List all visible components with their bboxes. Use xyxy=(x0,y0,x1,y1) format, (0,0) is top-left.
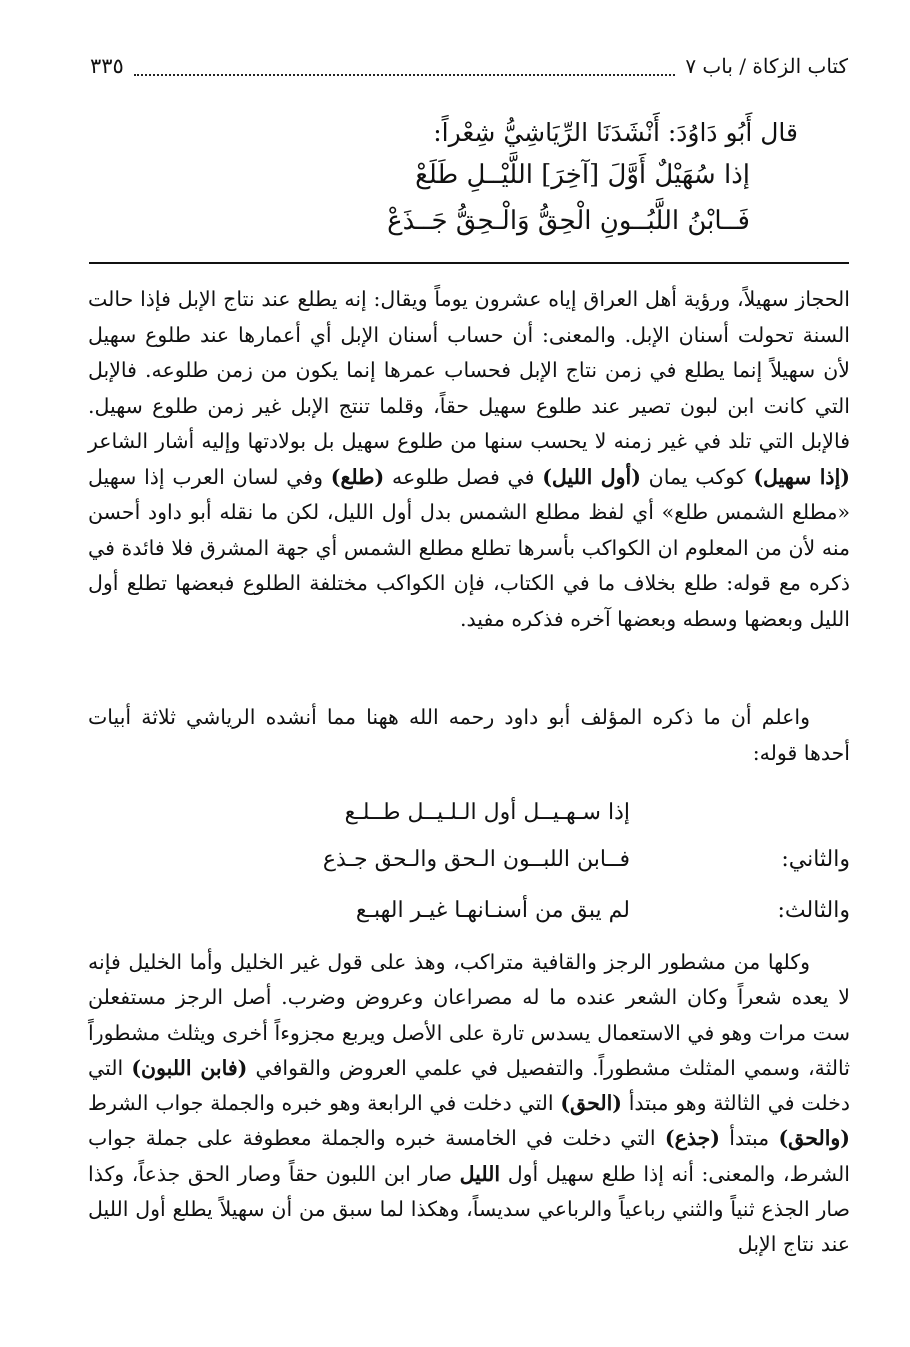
analysis-text: التي دخلت في الرابعة وهو خبره والجملة جواب الشرط xyxy=(88,1091,561,1116)
analysis-text: صار ابن اللبون حقاً وصار الحق جذعاً، وكذا صار الجذع ثنياً والثني رباعياً والرباعي سديساً، وهكذا لما سبق من أن سهيلاً يطلع أول الليل عند نتاج الإبل xyxy=(88,1161,850,1257)
page-number: ٣٣٥ xyxy=(90,54,124,78)
analysis-text: التي دخلت في الثالثة وهو مبتدأ xyxy=(88,1055,851,1116)
footnote-divider xyxy=(89,262,849,264)
analysis-bold: (جذع) xyxy=(664,1126,720,1151)
poem-label-2: والثاني: xyxy=(781,847,850,872)
commentary-text: كوكب يمان xyxy=(640,464,754,489)
poem-hemistich-3: لم يبق من أسنـانهـا غيـر الهبـع xyxy=(355,898,630,923)
analysis-bold: (فابن اللبون) xyxy=(131,1055,248,1080)
verse-line-2: فَــابْنُ اللَّبُــونِ الْحِقُّ وَالْـحِقُّ جَــذَعْ xyxy=(387,206,750,236)
commentary-bold: (أول الليل) xyxy=(542,464,641,489)
poem-row-3 xyxy=(150,898,850,938)
poem-label-3: والثالث: xyxy=(777,898,850,923)
verse-intro: قال أَبُو دَاوُدَ: أَنْشَدَنَا الرِّيَاشِيُّ شِعْراً: xyxy=(433,118,798,147)
analysis-text: مبتدأ xyxy=(720,1126,779,1151)
analysis-bold: (والحق) xyxy=(778,1126,851,1151)
commentary-text: في فصل طلوعه xyxy=(384,464,543,489)
commentary-bold: (إذا سهيل) xyxy=(753,464,850,489)
analysis-text: التي دخلت في الخامسة خبره والجملة معطوفة على جملة جواب الشرط، والمعنى: أنه إذا طلع سهيل أول xyxy=(88,1126,851,1186)
intro-text: واعلم أن ما ذكره المؤلف أبو داود رحمه الله ههنا مما أنشده الرياشي ثلاثة أبيات أحدها قوله: xyxy=(88,705,850,765)
intro-paragraph xyxy=(88,700,850,771)
commentary-paragraph xyxy=(88,282,850,637)
poem-hemistich-1: إذا سـهـيــل أول الـلـيــل طــلـع xyxy=(344,800,630,825)
analysis-bold: الليل xyxy=(459,1161,501,1186)
commentary-text: وفي لسان العرب إذا سهيل «مطلع الشمس طلع» أي لفظ مطلع الشمس بدل أول الليل، لكن ما نقله أبو داود أحسن منه لأن من المعلوم ان الكواكب بأسرها تطلع مطلع الشمس أي جهة المشرق فلا فائدة في ذكره مع قوله: طلع بخلاف ما في الكتاب، فإن الكواكب مختلفة الطلوع فبعضها تطلع أول الليل وبعضها وسطه وبعضها آخره فذكره مفيد. xyxy=(88,464,850,631)
analysis-paragraph xyxy=(88,945,850,1263)
poem-row-2 xyxy=(150,847,850,887)
poem-hemistich-2: فــابن اللبــون الـحق والـحق جـذع xyxy=(322,847,630,872)
commentary-bold: (طلع) xyxy=(330,464,385,489)
chapter-title: كتاب الزكاة / باب ٧ xyxy=(685,54,848,78)
analysis-text: وكلها من مشطور الرجز والقافية متراكب، وهذ على قول غير الخليل وأما الخليل فإنه لا يعده شعراً وكان الشعر عنده ما له مصراعان وعروض وضرب. أصل الرجز مستفعلن ست مرات وهو في الاستعمال يسدس تارة على الأصل ويربع مجزوءاً أخرى ويثلث مشطوراً ثالثة، وسمي المثلث مشطوراً. والتفصيل في علمي العروض والقوافي xyxy=(88,950,850,1080)
running-header xyxy=(90,44,848,88)
commentary-text: الحجاز سهيلاً، ورؤية أهل العراق إياه عشرون يوماً ويقال: إنه يطلع عند نتاج الإبل فإذا حالت السنة تحولت أسنان الإبل. والمعنى: أن حساب أسنان الإبل أي أعمارها عند طلوع سهيل لأن سهيلاً إنما يطلع في زمن نتاج الإبل فحساب عمرها إنما يكون من زمن طلوعه. فالإبل التي كانت ابن لبون تصير عند طلوع سهيل حقاً، وقلما تنتج الإبل غير زمن طلوع سهيل. فالإبل التي تلد في غير زمنه لا يحسب سنها من طلوع سهيل بل بولادتها وإليه أشار الشاعر xyxy=(88,287,850,453)
analysis-bold: (الحق) xyxy=(560,1091,622,1116)
poem-row-1 xyxy=(150,800,850,840)
verse-line-1: إذا سُهَيْلٌ أَوَّلَ [آخِرَ] اللَّيْــلِ طَلَعْ xyxy=(415,160,750,190)
dotted-leader xyxy=(134,56,675,76)
